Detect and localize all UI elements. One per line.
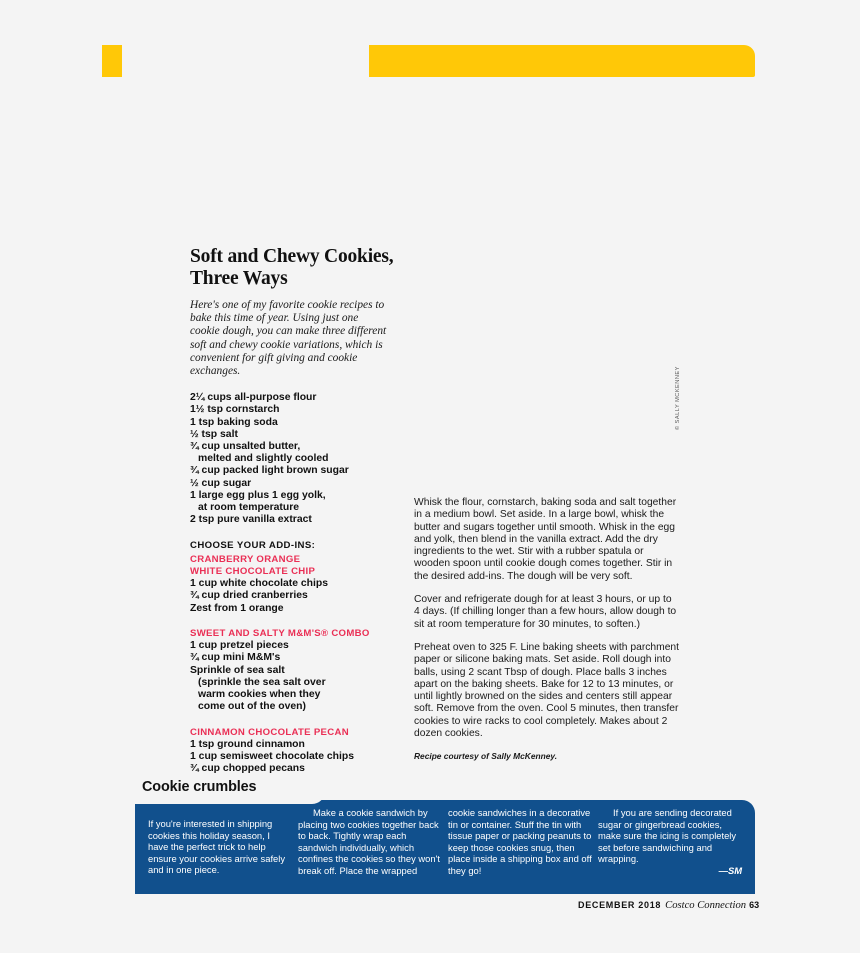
variant-list <box>190 554 395 775</box>
ingredient-line: 1½ tsp cornstarch <box>190 404 280 416</box>
page-footer <box>578 900 759 911</box>
addin-ingredient-list <box>190 739 395 776</box>
ingredient-line: ¾ cup mini M&M's <box>190 652 281 664</box>
sidebar-column <box>148 807 298 877</box>
ingredient-line: come out of the oven) <box>198 701 306 713</box>
addin-ingredient-list <box>190 640 395 713</box>
ingredient-line: melted and slightly cooled <box>198 453 329 465</box>
ingredient-line: 1 cup semisweet chocolate chips <box>190 751 355 763</box>
sidebar-column <box>448 807 598 877</box>
recipe-deck: Here's one of my favorite cookie recipes to bake this time of year. Using just one cookie dough, you can make three different soft and chewy cookie variations, which is convenient for gift giving and cookie exchanges. <box>190 299 387 378</box>
addin-variant-heading: CINNAMON CHOCOLATE PECAN <box>190 726 349 738</box>
instruction-paragraph: Preheat oven to 325 F. Line baking sheets with parchment paper or silicone baking mats. Set aside. Roll dough into balls, using 2 scant Tbsp of dough. Place balls 3 inches apart on the baking sheets. Bake for 12 to 13 minutes, or until lightly browned on the sides and centers still appear soft. Remove from the oven. Cool 5 minutes, then transfer cookies to wire racks to cool completely. Makes about 2 dozen cookies. <box>414 641 680 740</box>
recipe-column <box>190 246 395 776</box>
ingredient-line: ½ tsp salt <box>190 428 238 440</box>
addin-variant <box>190 554 395 614</box>
sidebar-paragraph: Make a cookie sandwich by placing two cookies together back to back. Tightly wrap each sandwich individually, which confines the cookies so they won't break off. Place the wrapped <box>298 807 440 876</box>
instruction-paragraph: Whisk the flour, cornstarch, baking soda and salt together in a medium bowl. Set aside. In a large bowl, whisk the butter and sugars together until smooth. Whisk in the egg and yolk, then blend in the vanilla extract. Add the dry ingredients to the wet. Stir with a rubber spatula or wooden spoon until cookie dough comes together. Stir in the desired add-ins. The dough will be very soft. <box>414 497 677 582</box>
ingredient-line: warm cookies when they <box>198 689 321 701</box>
ingredient-line: ½ cup sugar <box>190 477 252 489</box>
sidebar-paragraph: If you are sending decorated sugar or gingerbread cookies, make sure the icing is completely set before sandwiching and wrapping. <box>598 807 737 865</box>
ingredient-line: Zest from 1 orange <box>190 602 284 614</box>
footer-issue-date: DECEMBER 2018 <box>578 900 662 910</box>
yellow-accent-tab <box>102 45 122 77</box>
ingredient-line: ¾ cup unsalted butter, <box>190 441 301 453</box>
ingredient-line: ¾ cup dried cranberries <box>190 590 308 602</box>
sidebar-signature: —SM <box>718 864 742 876</box>
photo-credit: © SALLY MCKENNEY <box>675 366 681 430</box>
ingredient-line: 1 cup white chocolate chips <box>190 578 328 590</box>
ingredient-line: 1 tsp ground cinnamon <box>190 738 305 750</box>
ingredient-line: 1 large egg plus 1 egg yolk, <box>190 489 326 501</box>
addin-variant <box>190 628 395 714</box>
ingredient-line: ¾ cup chopped pecans <box>190 763 305 775</box>
ingredient-line: 1 cup pretzel pieces <box>190 640 289 652</box>
footer-magazine-name: Costco Connection <box>665 900 747 911</box>
instructions-list <box>414 497 680 740</box>
addin-variant-heading: CRANBERRY ORANGE WHITE CHOCOLATE CHIP <box>190 554 316 577</box>
sidebar-column <box>298 807 448 877</box>
sidebar-text-columns <box>148 807 748 877</box>
ingredient-line: ¾ cup packed light brown sugar <box>190 465 349 477</box>
ingredient-line: at room temperature <box>198 502 300 514</box>
sidebar-title: Cookie crumbles <box>142 779 257 795</box>
sidebar-paragraph: If you're interested in shipping cookies this holiday season, I have the perfect trick to help ensure your cookies arrive safely and in one piece. <box>148 818 286 876</box>
addin-variant-heading: SWEET AND SALTY M&M'S® COMBO <box>190 627 370 639</box>
sidebar-paragraph: cookie sandwiches in a decorative tin or container. Stuff the tin with tissue paper or packing peanuts to keep those cookies snug, then place inside a shipping box and off they go! <box>448 807 592 876</box>
addin-ingredient-list <box>190 578 395 615</box>
ingredient-list <box>190 392 395 526</box>
addins-heading: CHOOSE YOUR ADD-INS: <box>190 540 316 552</box>
ingredient-line: 2¼ cups all-purpose flour <box>190 392 317 404</box>
cookie-crumbles-sidebar <box>135 777 755 894</box>
ingredient-line: (sprinkle the sea salt over <box>198 676 326 688</box>
instructions-column <box>414 497 680 761</box>
yellow-header-bar <box>369 45 755 77</box>
footer-page-number: 63 <box>749 900 760 910</box>
instruction-paragraph: Cover and refrigerate dough for at least 3 hours, or up to 4 days. (If chilling longer than a few hours, allow dough to sit at room temperature for 30 minutes, to soften.) <box>414 594 677 630</box>
recipe-credit: Recipe courtesy of Sally McKenney. <box>414 751 558 762</box>
ingredient-line: 2 tsp pure vanilla extract <box>190 514 312 526</box>
ingredient-line: Sprinkle of sea salt <box>190 664 285 676</box>
recipe-title: Soft and Chewy Cookies, Three Ways <box>190 246 394 289</box>
addin-variant <box>190 727 395 776</box>
sidebar-column <box>598 807 748 877</box>
ingredient-line: 1 tsp baking soda <box>190 416 278 428</box>
